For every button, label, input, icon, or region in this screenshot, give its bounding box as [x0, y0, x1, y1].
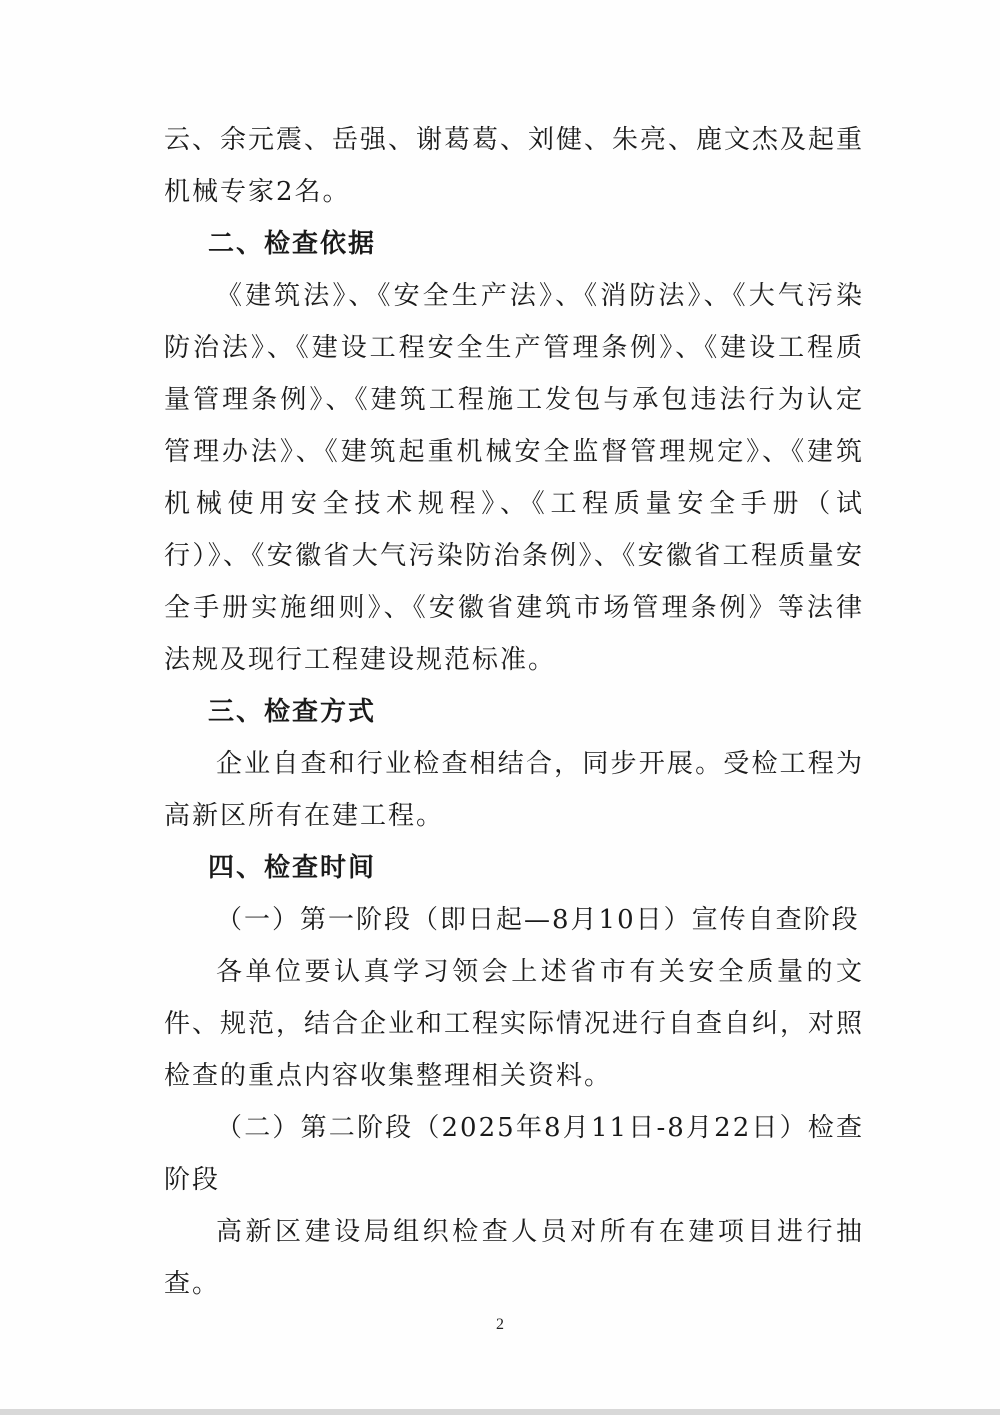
- scan-edge-divider: [0, 1409, 1000, 1415]
- paragraph-stage-two: 高新区建设局组织检查人员对所有在建项目进行抽查。: [164, 1217, 864, 1299]
- subheading-stage-one: （一）第一阶段（即日起—8月10日）宣传自查阶段: [216, 905, 860, 935]
- paragraph-method: 企业自查和行业检查相结合，同步开展。受检工程为高新区所有在建工程。: [164, 749, 864, 831]
- section-heading-time: 四、检查时间: [208, 853, 377, 883]
- paragraph-basis: 《建筑法》、《安全生产法》、《消防法》、《大气污染防治法》、《建设工程安全生产管理条例》、《建设工程质量管理条例》、《建筑工程施工发包与承包违法行为认定管理办法》、《建筑起重机械安全监督管理规定》、《建筑机械使用安全技术规程》、《工程质量安全手册（试行）》、《安徽省大气污染防治条例》、《安徽省工程质量安全手册实施细则》、《安徽省建筑市场管理条例》等法律法规及现行工程建设规范标准。: [164, 281, 864, 675]
- paragraph-continuation: 云、余元震、岳强、谢葛葛、刘健、朱亮、鹿文杰及起重机械专家2名。: [164, 125, 865, 207]
- page-number: 2: [496, 1316, 504, 1333]
- paragraph-stage-one: 各单位要认真学习领会上述省市有关安全质量的文件、规范，结合企业和工程实际情况进行自查自纠，对照检查的重点内容收集整理相关资料。: [164, 957, 865, 1091]
- subheading-stage-two: （二）第二阶段（2025年8月11日-8月22日）检查阶段: [164, 1113, 864, 1195]
- section-heading-method: 三、检查方式: [208, 697, 377, 727]
- section-heading-basis: 二、检查依据: [208, 229, 377, 259]
- document-body: [164, 114, 864, 1310]
